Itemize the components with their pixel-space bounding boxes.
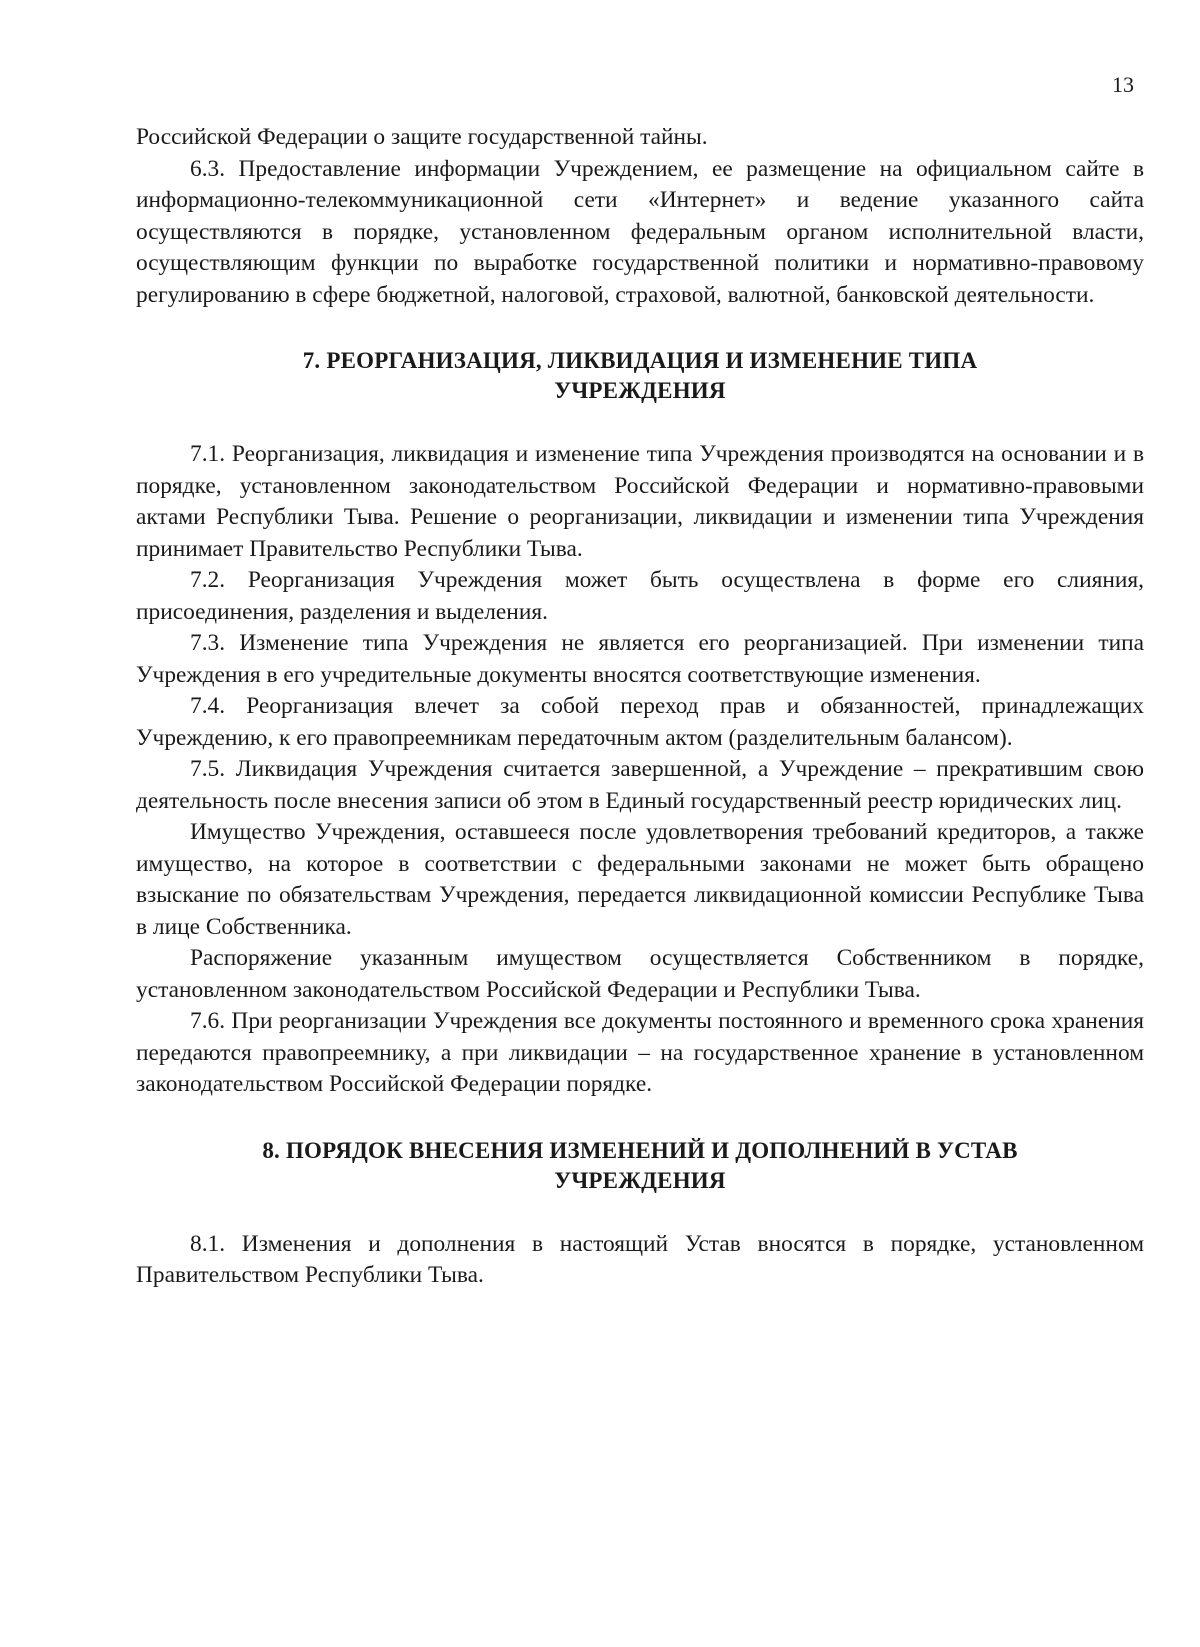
paragraph-property: Имущество Учреждения, оставшееся после удовлетворения требований кредиторов, а также имущество, на которое в соответствии с федеральными законами не может быть обращено взыскание по обязательствам Учреждения, передается ликвидационной комиссии Республике Тыва в лице Собственника. (136, 819, 1144, 940)
paragraph-7-4: 7.4. Реорганизация влечет за собой переход прав и обязанностей, принадлежащих Учреждению, к его правопреемникам передаточным актом (разделительным балансом). (136, 693, 1144, 751)
paragraph-6-3: 6.3. Предоставление информации Учреждением, ее размещение на официальном сайте в информационно-телекоммуникационной сети «Интернет» и ведение указанного сайта осуществляются в порядке, установленном федеральным органом исполнительной власти, осуществляющим функции по выработке государственной политики и нормативно-правовому регулированию в сфере бюджетной, налоговой, страховой, валютной, банковской деятельности. (136, 155, 1144, 308)
section-7-heading (136, 346, 1144, 406)
paragraph-7-5: 7.5. Ликвидация Учреждения считается завершенной, а Учреждение – прекратившим свою деятельность после внесения записи об этом в Единый государственный реестр юридических лиц. (136, 756, 1144, 814)
section-8-heading (136, 1136, 1144, 1196)
paragraph-7-6: 7.6. При реорганизации Учреждения все документы постоянного и временного срока хранения передаются правопреемнику, а при ликвидации – на государственное хранение в установленном законодательством Российской Федерации порядке. (136, 1008, 1144, 1097)
paragraph-7-2: 7.2. Реорганизация Учреждения может быть осуществлена в форме его слияния, присоединения, разделения и выделения. (136, 567, 1144, 625)
page-number: 13 (1112, 72, 1134, 97)
section-8-heading-line1: 8. ПОРЯДОК ВНЕСЕНИЯ ИЗМЕНЕНИЙ И ДОПОЛНЕНИЙ В УСТАВ (262, 1137, 1018, 1163)
paragraph-7-1: 7.1. Реорганизация, ликвидация и изменение типа Учреждения производятся на основании и в порядке, установленном законодательством Российской Федерации и нормативно-правовыми актами Республики Тыва. Решение о реорганизации, ликвидации и изменении типа Учреждения принимает Правительство Республики Тыва. (136, 441, 1144, 562)
document-body (136, 122, 1144, 1292)
paragraph-8-1: 8.1. Изменения и дополнения в настоящий Устав вносятся в порядке, установленном Правительством Республики Тыва. (136, 1230, 1144, 1288)
paragraph-7-3: 7.3. Изменение типа Учреждения не является его реорганизацией. При изменении типа Учреждения в его учредительные документы вносятся соответствующие изменения. (136, 630, 1144, 688)
paragraph-disposal: Распоряжение указанным имуществом осуществляется Собственником в порядке, установленном законодательством Российской Федерации и Республики Тыва. (136, 945, 1144, 1003)
paragraph-6-2-continuation: Российской Федерации о защите государственной тайны. (136, 124, 708, 150)
section-8-heading-line2: УЧРЕЖДЕНИЯ (554, 1167, 726, 1193)
section-7-heading-line1: 7. РЕОРГАНИЗАЦИЯ, ЛИКВИДАЦИЯ И ИЗМЕНЕНИЕ ТИПА (302, 348, 978, 373)
section-7-heading-line2: УЧРЕЖДЕНИЯ (554, 378, 726, 403)
